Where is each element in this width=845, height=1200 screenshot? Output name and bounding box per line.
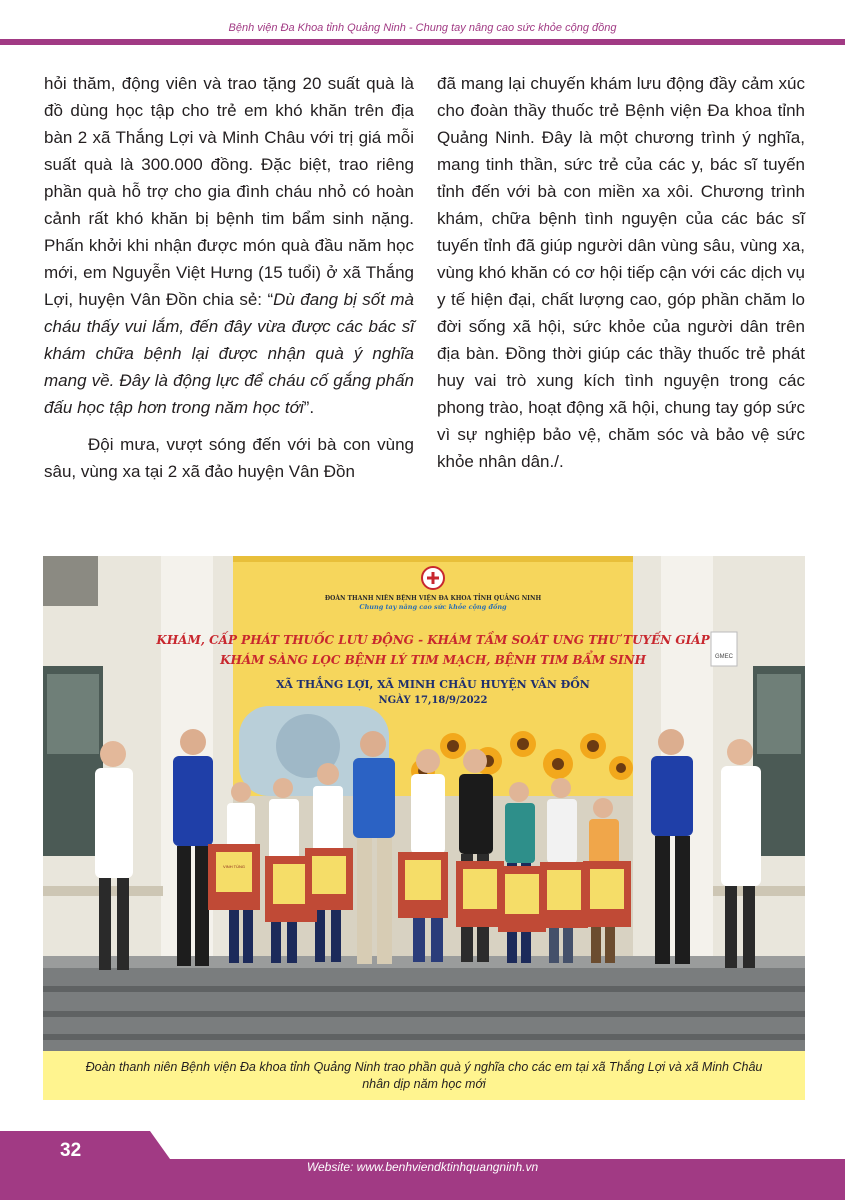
quote-text: Dù đang bị sốt mà cháu thấy vui lắm, đến đây vừa được các bác sĩ khám chữa bệnh lại được nhận quà ý nghĩa mang về. Đây là động lực để cháu cố gắng phấn đấu học tập hơn trong năm học tới — [44, 290, 415, 417]
event-photo — [43, 556, 805, 1051]
page-number: 32 — [60, 1140, 82, 1161]
wall-sign: GMEC — [715, 654, 733, 660]
banner-line-2: KHÁM SÀNG LỌC BỆNH LÝ TIM MẠCH, BỆNH TIM BẨM SINH — [220, 653, 646, 667]
gift-bag-label: VINH TÙNG — [223, 864, 245, 869]
footer-website: Website: www.benhviendktinhquangninh.vn — [306, 1160, 539, 1174]
banner-line-4: NGÀY 17,18/9/2022 — [378, 695, 488, 706]
article-paragraph: Đội mưa, vượt sóng đến với bà con vùng sâu, vùng xa tại 2 xã đảo huyện Vân Đồn — [44, 435, 414, 481]
article-column-left — [44, 70, 414, 485]
article-paragraph — [44, 70, 414, 421]
photo-caption: Đoàn thanh niên Bệnh viện Đa khoa tỉnh Quảng Ninh trao phần quà ý nghĩa cho các em tại xã Thắng Lợi và xã Minh Châu nhân dịp năm học mới — [43, 1051, 805, 1100]
article-paragraph: đã mang lại chuyến khám lưu động đầy cảm xúc cho đoàn thầy thuốc trẻ Bệnh viện Đa khoa tỉnh Quảng Ninh. Đây là một chương trình ý nghĩa, mang tinh thần, sức trẻ của các y, bác sĩ tuyến tỉnh đến với bà con miền xa xôi. Chương trình khám, chữa bệnh tình nguyện của các bác sĩ tuyến tỉnh đã giúp người dân vùng sâu, vùng xa, vùng khó khăn có cơ hội tiếp cận với các dịch vụ y tế hiện đại, chất lượng cao, góp phần chăm lo đời sống xã hội, sức khỏe của người dân trên địa bàn. Đồng thời giúp các thầy thuốc trẻ phát huy vai trò xung kích tình nguyện trong các phong trào, hoạt động xã hội, chung tay góp sức vì sự nghiệp bảo vệ, chăm sóc và bảo vệ sức khỏe nhân dân./. — [437, 74, 805, 471]
banner-line-3: XÃ THẮNG LỢI, XÃ MINH CHÂU HUYỆN VÂN ĐỒN — [276, 678, 590, 691]
header-rule — [0, 39, 845, 45]
banner-line-1: KHÁM, CẤP PHÁT THUỐC LƯU ĐỘNG - KHÁM TẦM SOÁT UNG THƯ TUYẾN GIÁP — [156, 633, 710, 647]
running-header: Bệnh viện Đa Khoa tỉnh Quảng Ninh - Chung tay nâng cao sức khỏe cộng đồng — [228, 22, 617, 34]
banner-org: ĐOÀN THANH NIÊN BỆNH VIỆN ĐA KHOA TỈNH QUẢNG NINH — [324, 595, 542, 602]
banner-slogan: Chung tay nâng cao sức khỏe cộng đồng — [359, 603, 507, 611]
quote-end: ”. — [303, 398, 315, 417]
paragraph-text: hỏi thăm, động viên và trao tặng 20 suất quà là đồ dùng học tập cho trẻ em khó khăn trên địa bàn 2 xã Thắng Lợi và Minh Châu với trị giá mỗi suất quà là 300.000 đồng. Đặc biệt, trao riêng phần quà hỗ trợ cho gia đình cháu nhỏ có hoàn cảnh rất khó khăn bị bệnh tim bẩm sinh nặng. Phấn khởi khi nhận được món quà đầu năm học mới, em Nguyễn Việt Hưng (15 tuổi) ở xã Thắng Lợi, huyện Vân Đồn chia sẻ: “ — [44, 74, 414, 309]
article-column-right — [437, 70, 805, 475]
